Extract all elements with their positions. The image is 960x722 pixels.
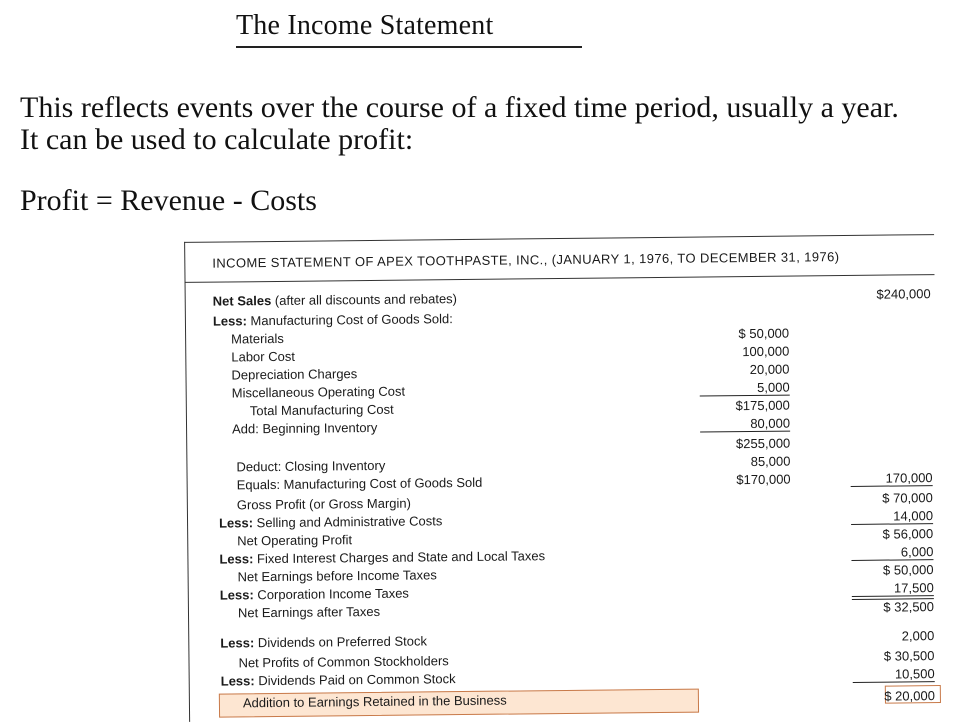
heading-divider (185, 274, 935, 283)
row-label (238, 653, 448, 670)
row-label-text: Equals: Manufacturing Cost of Goods Sold (236, 474, 483, 493)
row-value-col1: 20,000 (749, 361, 790, 378)
row-value-col1: $175,000 (735, 397, 790, 414)
profit-formula: Profit = Revenue - Costs (20, 184, 317, 217)
row-label-text: Net Earnings after Taxes (237, 603, 381, 621)
row-label (250, 402, 394, 419)
row-label (238, 567, 437, 584)
row-label (232, 420, 377, 437)
income-statement-scan (178, 224, 943, 720)
row-label (237, 475, 483, 493)
row-label (213, 311, 453, 329)
row-label-text: Miscellaneous Operating Cost (231, 383, 406, 401)
row-value-col1: $255,000 (735, 435, 791, 452)
row-label-prefix: Less: (220, 635, 255, 651)
row-label-text: Fixed Interest Charges and State and Local Taxes (253, 548, 546, 567)
row-label (238, 604, 380, 620)
row-value-col1: 80,000 (700, 416, 790, 433)
row-label-prefix: Less: (218, 515, 254, 531)
row-label (243, 693, 507, 711)
row-label-text: Manufacturing Cost of Goods Sold: (246, 311, 453, 329)
row-label-prefix: Less: (219, 551, 254, 567)
row-label-text: Add: Beginning Inventory (231, 419, 378, 437)
row-value-col2: $ 70,000 (882, 490, 933, 506)
row-value-col2: 14,000 (851, 508, 933, 525)
row-value-col2: 6,000 (851, 544, 933, 561)
row-label (237, 496, 411, 513)
row-label-text: Corporation Income Taxes (253, 585, 409, 603)
row-label-text: Net Profits of Common Stockholders (238, 653, 449, 671)
row-value-col1: 85,000 (750, 453, 791, 470)
row-label (221, 671, 456, 688)
row-label (213, 291, 457, 309)
row-label (231, 331, 284, 347)
row-label-text: Net Operating Profit (237, 532, 353, 549)
row-value-col2: 170,000 (851, 470, 933, 487)
row-label-prefix: Less: (220, 673, 255, 689)
row-label (237, 532, 352, 548)
row-value-col2: $ 56,000 (882, 526, 934, 542)
row-label (220, 586, 409, 603)
row-label (232, 384, 406, 401)
statement-heading: INCOME STATEMENT OF APEX TOOTHPASTE, INC., (JANUARY 1, 1976, TO DECEMBER 31, 1976) (212, 249, 840, 271)
intro-paragraph: This reflects events over the course of a fixed time period, usually a year. It can be used to calculate profit: (20, 91, 899, 156)
row-label (219, 548, 545, 566)
row-label-text: Gross Profit (or Gross Margin) (236, 495, 412, 513)
row-label (220, 633, 427, 650)
row-value-col1: $ 50,000 (738, 325, 790, 342)
row-value-col2: 10,500 (853, 666, 935, 683)
row-label-text: Net Earnings before Income Taxes (237, 567, 437, 585)
row-value-col2: $240,000 (876, 286, 931, 302)
row-label-text: Depreciation Charges (231, 366, 358, 383)
row-value-col2: 17,500 (852, 580, 934, 597)
row-label-text: Labor Cost (231, 348, 295, 365)
row-value-col1: 5,000 (700, 380, 790, 397)
row-label-prefix: Net Sales (212, 293, 272, 309)
row-label-text: (after all discounts and rebates) (271, 291, 458, 309)
row-value-col2: 2,000 (901, 628, 935, 644)
row-label-text: Deduct: Closing Inventory (236, 457, 386, 475)
row-label (219, 513, 442, 530)
title-underline (236, 46, 582, 48)
row-label-text: Materials (231, 330, 284, 347)
row-label (231, 366, 357, 382)
row-label-text: Addition to Earnings Retained in the Business (242, 692, 507, 711)
row-label-text: Dividends on Preferred Stock (254, 633, 428, 651)
row-label (236, 458, 385, 475)
row-value-col2: $ 20,000 (884, 688, 935, 704)
row-label (231, 349, 295, 365)
row-value-col2: $ 32,500 (852, 598, 934, 615)
page-title: The Income Statement (236, 10, 494, 41)
row-value-col2: $ 30,500 (883, 648, 935, 664)
row-label-text: Dividends Paid on Common Stock (254, 671, 456, 689)
row-value-col1: 100,000 (742, 343, 790, 360)
frame-top-border (184, 234, 934, 243)
row-label-text: Selling and Administrative Costs (252, 513, 443, 531)
row-label-prefix: Less: (219, 587, 254, 603)
row-value-col1: $170,000 (736, 471, 791, 488)
row-label-text: Total Manufacturing Cost (249, 401, 394, 419)
row-label-prefix: Less: (212, 313, 247, 329)
row-value-col2: $ 50,000 (882, 562, 934, 578)
